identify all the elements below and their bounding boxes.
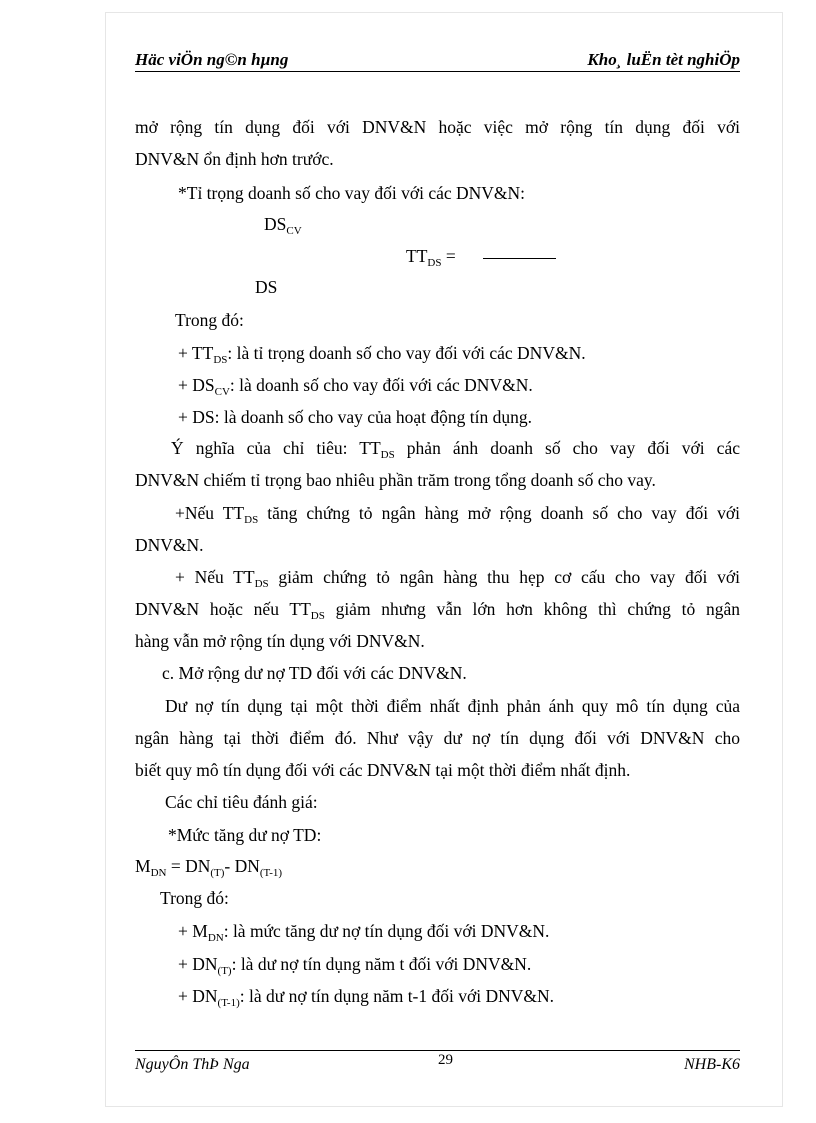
- ratio-heading: *Tỉ trọng doanh số cho vay đối với các DNV&N:: [178, 183, 526, 203]
- formula-numerator: $DS_{CV}$: [264, 214, 302, 237]
- increase-line: DNV&N.: [135, 535, 204, 555]
- meaning-line: Ý nghĩa của chỉ tiêu: $TT_{DS}$ phản ánh doanh số cho vay đối với các: [171, 438, 740, 461]
- page-border: [105, 12, 783, 1107]
- definition-item: + $TT_{DS}$: là tỉ trọng doanh số cho vay đối với các DNV&N.: [178, 343, 586, 366]
- definition-item: + $DN_{(T)}$: là dư nợ tín dụng năm t đối với DNV&N.: [178, 954, 532, 977]
- formula-lhs: $TT_{DS}$ =: [406, 246, 456, 269]
- definition-item: + $DS_{CV}$: là doanh số cho vay đối với các DNV&N.: [178, 375, 533, 398]
- where-label: Trong đó:: [160, 888, 229, 908]
- decrease-line: hàng vẫn mở rộng tín dụng với DNV&N.: [135, 631, 425, 651]
- paragraph-line: biết quy mô tín dụng đối với các DNV&N tại một thời điểm nhất định.: [135, 760, 631, 780]
- paragraph-line: ngân hàng tại thời điểm đó. Như vậy dư nợ tín dụng đối với DNV&N cho: [135, 728, 740, 748]
- definition-item: + DS: là doanh số cho vay của hoạt động tín dụng.: [178, 407, 532, 427]
- decrease-line: + Nếu $TT_{DS}$ giảm chứng tỏ ngân hàng thu hẹp cơ cấu cho vay đối với: [175, 567, 740, 590]
- definition-item: + $M_{DN}$: là mức tăng dư nợ tín dụng đối với DNV&N.: [178, 921, 550, 944]
- formula-denominator: DS: [255, 277, 278, 297]
- header-right: Kho¸ luËn tèt nghiÖp: [587, 50, 740, 69]
- paragraph-line: DNV&N ổn định hơn trước.: [135, 149, 334, 169]
- header-left: Häc viÖn ng©n hµng: [135, 50, 289, 69]
- criteria-label: Các chỉ tiêu đánh giá:: [165, 792, 318, 812]
- increase-line: +Nếu $TT_{DS}$ tăng chứng tỏ ngân hàng mở rộng doanh số cho vay đối với: [175, 503, 740, 526]
- paragraph-line: Dư nợ tín dụng tại một thời điểm nhất định phản ánh quy mô tín dụng của: [165, 696, 740, 716]
- fraction-bar: [483, 258, 556, 259]
- paragraph-line: mở rộng tín dụng đối với DNV&N hoặc việc mở rộng tín dụng đối với: [135, 117, 740, 137]
- where-label: Trong đó:: [175, 310, 244, 330]
- footer-code: NHB-K6: [684, 1056, 740, 1073]
- meaning-line: DNV&N chiếm tỉ trọng bao nhiêu phần trăm trong tổng doanh số cho vay.: [135, 470, 656, 490]
- section-heading: c. Mở rộng dư nợ TD đối với các DNV&N.: [162, 663, 467, 683]
- page-number: 29: [438, 1052, 453, 1068]
- formula-growth: $M_{DN} = DN_{(T)}-$ $DN_{(T-1)}$: [135, 856, 283, 879]
- decrease-line: DNV&N hoặc nếu $TT_{DS}$ giảm nhưng vẫn lớn hơn không thì chứng tỏ ngân: [135, 599, 740, 622]
- header-rule: [135, 71, 740, 72]
- growth-heading: *Mức tăng dư nợ TD:: [168, 825, 322, 845]
- footer-rule: [135, 1050, 740, 1051]
- footer-author: NguyÔn ThÞ Nga: [135, 1056, 250, 1073]
- definition-item: + $DN_{(T-1)}$: là dư nợ tín dụng năm t-1 đối với DNV&N.: [178, 986, 555, 1009]
